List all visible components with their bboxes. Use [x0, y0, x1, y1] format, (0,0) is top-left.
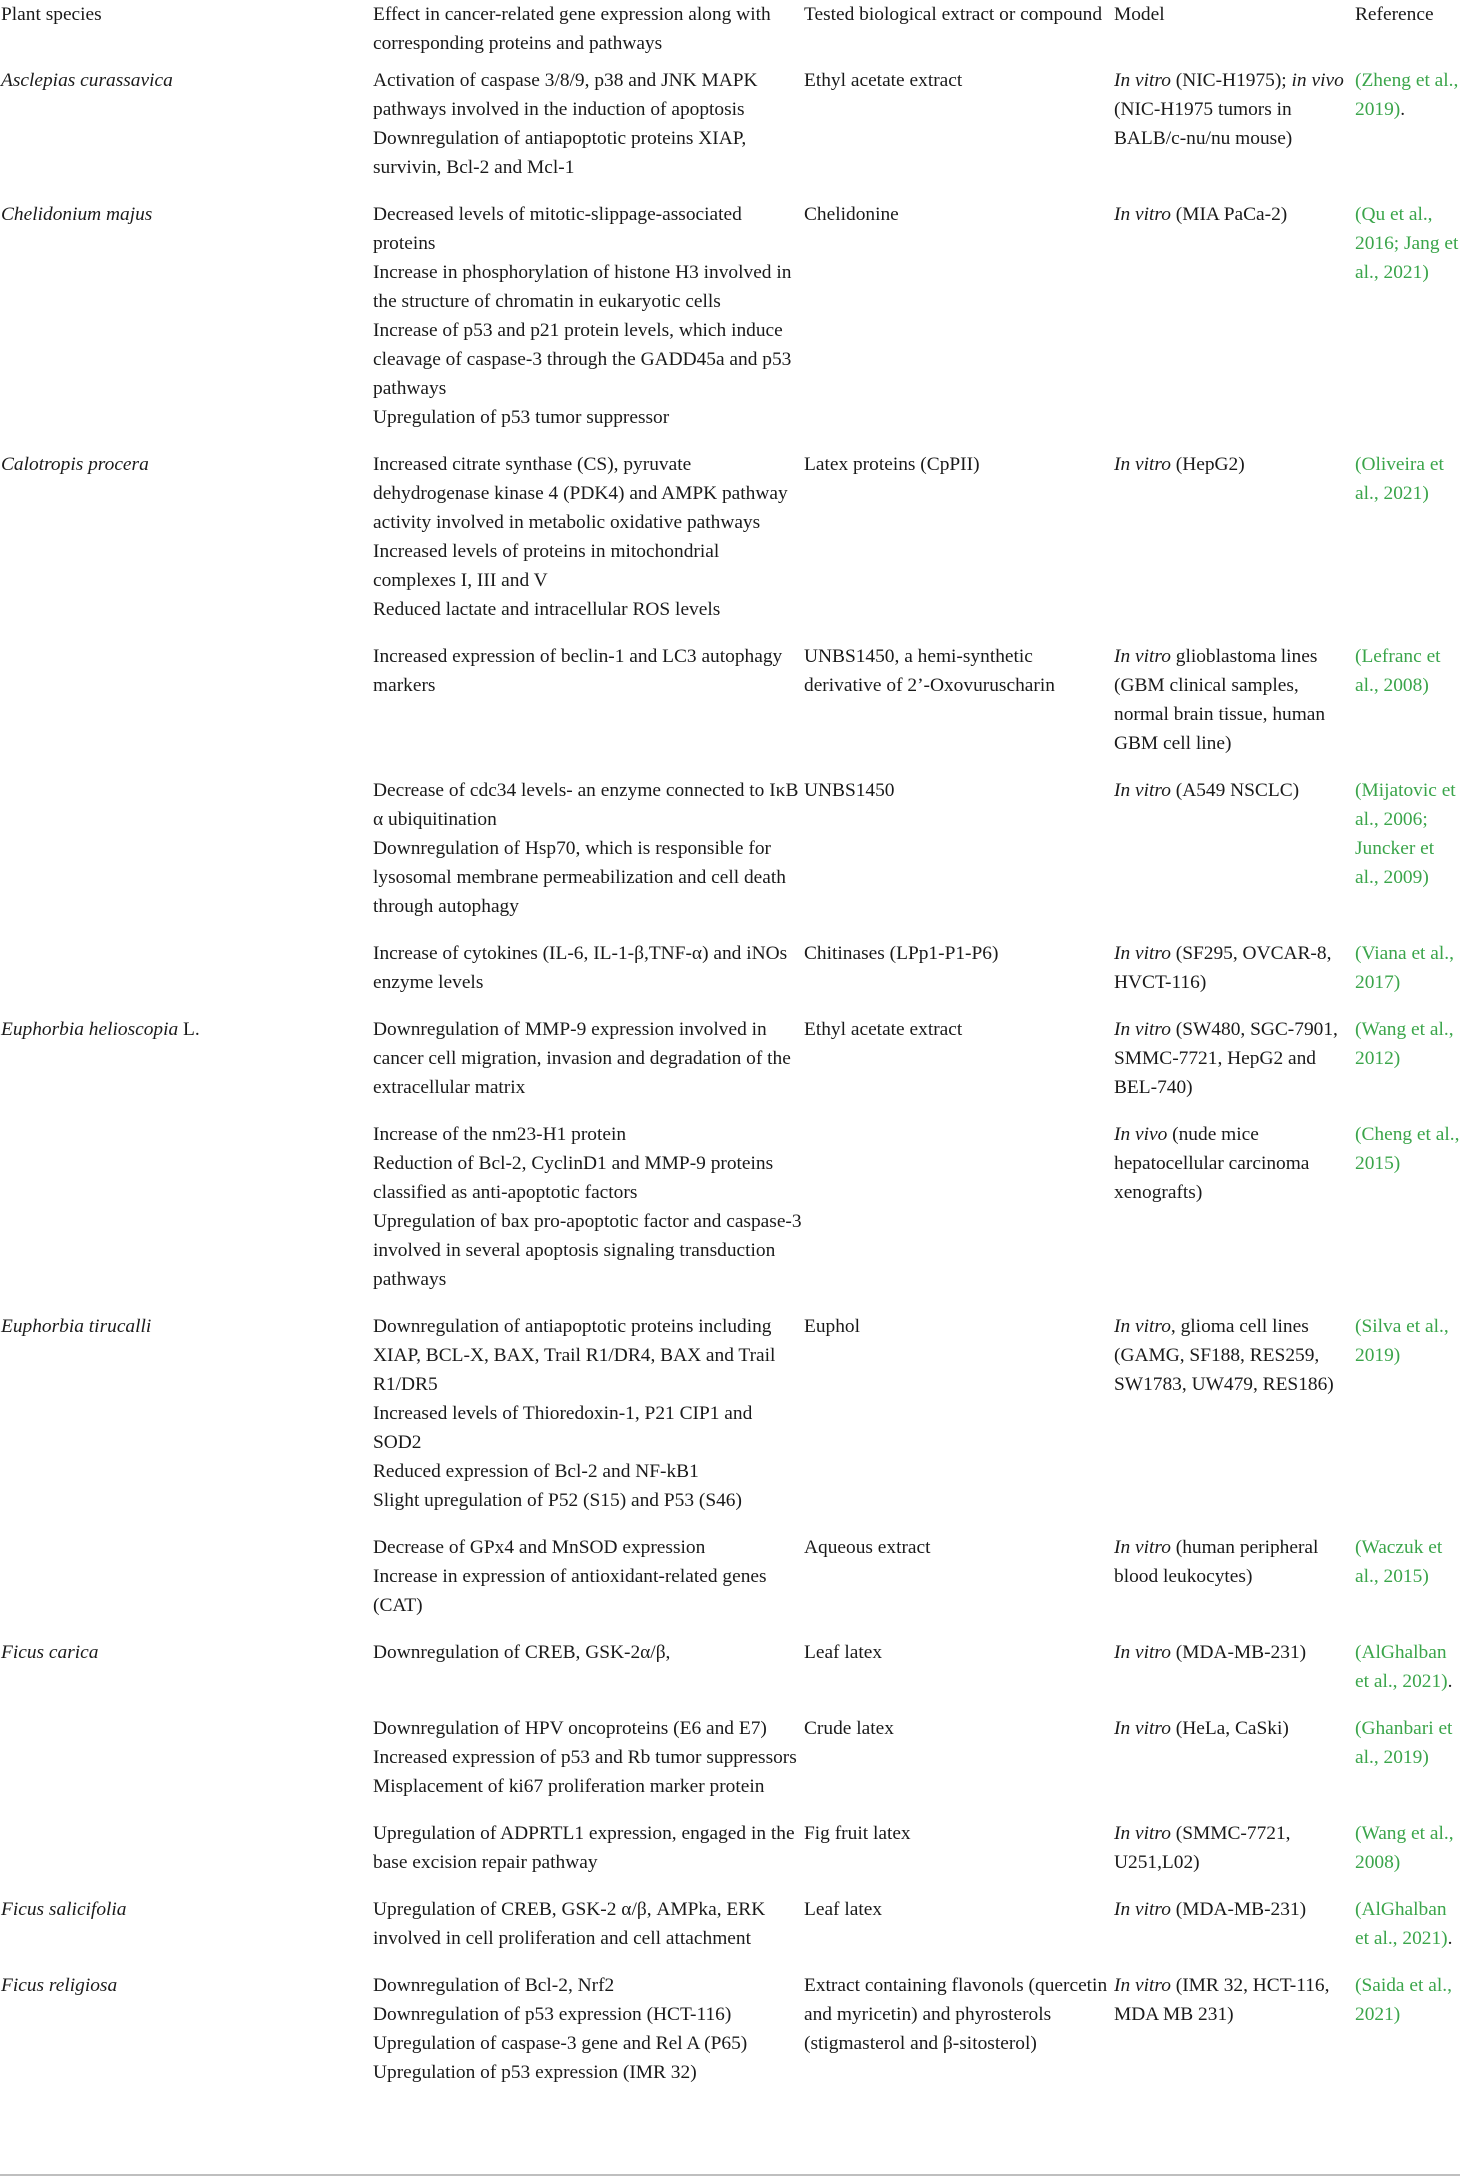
effect-line: Upregulation of p53 expression (IMR 32)	[373, 2062, 697, 2083]
cell-reference	[1355, 1528, 1460, 1633]
model-type-italic: In vitro	[1114, 1537, 1171, 1558]
model-detail: , glioma cell lines (GAMG, SF188, RES259, SW1783, UW479, RES186)	[1114, 1316, 1334, 1395]
effect-line: Upregulation of bax pro-apoptotic factor and caspase-3 involved in several apoptosis signaling transduction pathways	[373, 1211, 802, 1290]
model-detail: (NIC-H1975);	[1170, 70, 1292, 91]
reference-link[interactable]: (Cheng et al., 2015)	[1355, 1124, 1460, 1174]
species-name: Chelidonium majus	[1, 204, 153, 225]
effect-line: Decrease of cdc34 levels- an enzyme connected to IκB α ubiquitination	[373, 780, 799, 830]
cell-model	[1114, 58, 1355, 195]
cell-reference	[1355, 1890, 1460, 1966]
cell-effect	[373, 1307, 804, 1528]
cell-extract: Crude latex	[804, 1718, 894, 1739]
model-type-italic: In vitro	[1114, 780, 1171, 801]
species-name: Ficus carica	[1, 1642, 99, 1663]
species-name: Euphorbia helioscopia	[1, 1019, 179, 1040]
species-name: Ficus salicifolia	[1, 1899, 127, 1920]
cell-effect	[373, 1633, 804, 1709]
cell-model	[1114, 1814, 1355, 1890]
cell-model	[1114, 195, 1355, 445]
cell-reference	[1355, 771, 1460, 934]
cell-plant-species	[0, 1890, 373, 1966]
effect-line: Reduced lactate and intracellular ROS levels	[373, 599, 721, 620]
cell-reference	[1355, 195, 1460, 445]
cell-plant-species	[0, 934, 373, 1010]
reference-trailing-punctuation: .	[1447, 1928, 1453, 1949]
cell-effect	[373, 1890, 804, 1966]
species-name: Asclepias curassavica	[1, 70, 173, 91]
cell-extract	[804, 1115, 1114, 1307]
model-type-italic: In vitro	[1114, 1316, 1171, 1337]
header-reference: Reference	[1355, 4, 1434, 25]
effect-line: Upregulation of caspase-3 gene and Rel A (P65)	[373, 2033, 748, 2054]
header-extract: Tested biological extract or compound	[804, 4, 1103, 25]
cell-effect	[373, 445, 804, 637]
model-detail: (HeLa, CaSki)	[1170, 1718, 1289, 1739]
table-row	[0, 1814, 1460, 1890]
model-type-italic: In vitro	[1114, 1019, 1171, 1040]
table-row	[0, 1709, 1460, 1814]
cell-model	[1114, 1115, 1355, 1307]
reference-link[interactable]: (Silva et al., 2019)	[1355, 1316, 1449, 1366]
model-type-italic: In vitro	[1114, 70, 1171, 91]
cell-effect	[373, 637, 804, 771]
model-detail: (HepG2)	[1170, 454, 1245, 475]
model-type-italic: in vivo	[1291, 70, 1344, 91]
reference-link[interactable]: (Lefranc et al., 2008)	[1355, 646, 1441, 696]
cell-reference	[1355, 1115, 1460, 1307]
cell-plant-species	[0, 1010, 373, 1115]
cell-plant-species	[0, 1528, 373, 1633]
model-detail: (SW480, SGC-7901, SMMC-7721, HepG2 and BEL-740)	[1114, 1019, 1338, 1098]
cell-extract: Latex proteins (CpPII)	[804, 454, 980, 475]
cell-effect	[373, 195, 804, 445]
cell-reference	[1355, 1814, 1460, 1890]
reference-link[interactable]: (Mijatovic et al., 2006; Juncker et al., 2009)	[1355, 780, 1456, 888]
reference-link[interactable]: (Oliveira et al., 2021)	[1355, 454, 1444, 504]
effect-line: Increase of p53 and p21 protein levels, which induce cleavage of caspase-3 through the GADD45a and p53 pathways	[373, 320, 792, 399]
cell-extract: Leaf latex	[804, 1642, 883, 1663]
cell-plant-species	[0, 445, 373, 637]
species-name: Calotropis procera	[1, 454, 149, 475]
cell-reference	[1355, 934, 1460, 1010]
cell-model	[1114, 1709, 1355, 1814]
cell-extract: Ethyl acetate extract	[804, 1019, 963, 1040]
species-name: Ficus religiosa	[1, 1975, 118, 1996]
cell-plant-species	[0, 771, 373, 934]
cell-model	[1114, 934, 1355, 1010]
table-row	[0, 1010, 1460, 1115]
cell-reference	[1355, 1709, 1460, 1814]
table-header	[0, 0, 1460, 58]
effect-line: Increase of cytokines (IL-6, IL-1-β,TNF-α) and iNOs enzyme levels	[373, 943, 788, 993]
effect-line: Increase of the nm23-H1 protein	[373, 1124, 627, 1145]
model-type-italic: In vitro	[1114, 1718, 1171, 1739]
header-model: Model	[1114, 4, 1165, 25]
model-type-italic: In vitro	[1114, 1642, 1171, 1663]
model-detail: (IMR 32, HCT-116, MDA MB 231)	[1114, 1975, 1330, 2025]
cell-model	[1114, 637, 1355, 771]
cell-model	[1114, 1966, 1355, 2100]
model-type-italic: In vivo	[1114, 1124, 1168, 1145]
reference-link[interactable]: (Wang et al., 2012)	[1355, 1019, 1454, 1069]
species-author-suffix: L.	[178, 1019, 200, 1040]
cell-plant-species	[0, 637, 373, 771]
cell-extract: UNBS1450, a hemi-synthetic derivative of 2’-Oxovuruscharin	[804, 646, 1055, 696]
table-bottom-rule	[0, 2174, 1460, 2176]
effect-line: Increase in expression of antioxidant-related genes (CAT)	[373, 1566, 767, 1616]
effect-line: Upregulation of CREB, GSK-2 α/β, AMPka, ERK involved in cell proliferation and cell attachment	[373, 1899, 766, 1949]
effect-line: Downregulation of p53 expression (HCT-116)	[373, 2004, 732, 2025]
effect-line: Increased expression of p53 and Rb tumor suppressors	[373, 1747, 797, 1768]
reference-link[interactable]: (Zheng et al., 2019)	[1355, 70, 1459, 120]
cell-effect	[373, 934, 804, 1010]
model-type-italic: In vitro	[1114, 646, 1171, 667]
reference-link[interactable]: (Viana et al., 2017)	[1355, 943, 1454, 993]
cell-model	[1114, 1307, 1355, 1528]
effect-line: Upregulation of p53 tumor suppressor	[373, 407, 670, 428]
cell-reference	[1355, 1307, 1460, 1528]
header-plant-species: Plant species	[1, 4, 102, 25]
model-detail: (SF295, OVCAR-8, HVCT-116)	[1114, 943, 1332, 993]
effect-line: Downregulation of CREB, GSK-2α/β,	[373, 1642, 671, 1663]
effect-line: Activation of caspase 3/8/9, p38 and JNK MAPK pathways involved in the induction of apoptosis	[373, 70, 758, 120]
cell-extract: Fig fruit latex	[804, 1823, 911, 1844]
cell-effect	[373, 1010, 804, 1115]
cell-extract: Chitinases (LPp1-P1-P6)	[804, 943, 999, 964]
table-row	[0, 637, 1460, 771]
cell-plant-species	[0, 58, 373, 195]
cell-extract: Euphol	[804, 1316, 861, 1337]
model-type-italic: In vitro	[1114, 943, 1171, 964]
cell-effect	[373, 1115, 804, 1307]
effect-line: Increased citrate synthase (CS), pyruvate dehydrogenase kinase 4 (PDK4) and AMPK pathway activity involved in metabolic oxidative pathways	[373, 454, 788, 533]
table-row	[0, 445, 1460, 637]
cell-extract: Chelidonine	[804, 204, 899, 225]
cell-extract: Extract containing flavonols (quercetin and myricetin) and phyrosterols (stigmasterol and β-sitosterol)	[804, 1975, 1108, 2054]
model-detail: (human peripheral blood leukocytes)	[1114, 1537, 1319, 1587]
species-name: Euphorbia tirucalli	[1, 1316, 152, 1337]
cell-model	[1114, 445, 1355, 637]
effect-line: Downregulation of Hsp70, which is responsible for lysosomal membrane permeabilization and cell death through autophagy	[373, 838, 786, 917]
cell-effect	[373, 58, 804, 195]
model-detail: (A549 NSCLC)	[1170, 780, 1300, 801]
effect-line: Decreased levels of mitotic-slippage-associated proteins	[373, 204, 742, 254]
effect-line: Downregulation of Bcl-2, Nrf2	[373, 1975, 615, 1996]
model-detail: (SMMC-7721, U251,L02)	[1114, 1823, 1291, 1873]
effect-line: Slight upregulation of P52 (S15) and P53 (S46)	[373, 1490, 742, 1511]
cell-model	[1114, 1890, 1355, 1966]
effect-line: Reduced expression of Bcl-2 and NF-kB1	[373, 1461, 699, 1482]
model-type-italic: In vitro	[1114, 1823, 1171, 1844]
table-row	[0, 1307, 1460, 1528]
model-type-italic: In vitro	[1114, 454, 1171, 475]
reference-trailing-punctuation: .	[1400, 99, 1406, 120]
cell-extract: UNBS1450	[804, 780, 895, 801]
table-row	[0, 58, 1460, 195]
cell-plant-species	[0, 1307, 373, 1528]
cell-reference	[1355, 58, 1460, 195]
model-detail: glioblastoma lines (GBM clinical samples, normal brain tissue, human GBM cell line)	[1114, 646, 1326, 754]
cell-effect	[373, 771, 804, 934]
cell-reference	[1355, 445, 1460, 637]
cell-reference	[1355, 1010, 1460, 1115]
cell-plant-species	[0, 195, 373, 445]
model-type-italic: In vitro	[1114, 1975, 1171, 1996]
table-row	[0, 1528, 1460, 1633]
table-row	[0, 1966, 1460, 2100]
table-row	[0, 934, 1460, 1010]
cell-plant-species	[0, 1633, 373, 1709]
cell-model	[1114, 771, 1355, 934]
cell-extract: Leaf latex	[804, 1899, 883, 1920]
effect-line: Downregulation of MMP-9 expression involved in cancer cell migration, invasion and degradation of the extracellular matrix	[373, 1019, 791, 1098]
reference-link[interactable]: (Waczuk et al., 2015)	[1355, 1537, 1443, 1587]
cell-plant-species	[0, 1115, 373, 1307]
effect-line: Reduction of Bcl-2, CyclinD1 and MMP-9 proteins classified as anti-apoptotic factors	[373, 1153, 774, 1203]
cell-effect	[373, 1528, 804, 1633]
header-row	[0, 0, 1460, 58]
effect-line: Increased expression of beclin-1 and LC3 autophagy markers	[373, 646, 783, 696]
reference-link[interactable]: (Ghanbari et al., 2019)	[1355, 1718, 1453, 1768]
model-detail: (MDA-MB-231)	[1170, 1642, 1307, 1663]
model-type-italic: In vitro	[1114, 1899, 1171, 1920]
model-type-italic: In vitro	[1114, 204, 1171, 225]
effect-line: Downregulation of antiapoptotic proteins XIAP, survivin, Bcl-2 and Mcl-1	[373, 128, 747, 178]
effect-line: Increased levels of Thioredoxin-1, P21 CIP1 and SOD2	[373, 1403, 753, 1453]
cell-effect	[373, 1709, 804, 1814]
reference-link[interactable]: (AlGhalban et al., 2021)	[1355, 1642, 1448, 1692]
cell-reference	[1355, 637, 1460, 771]
table-row	[0, 1890, 1460, 1966]
reference-link[interactable]: (AlGhalban et al., 2021)	[1355, 1899, 1448, 1949]
cell-plant-species	[0, 1709, 373, 1814]
effect-line: Upregulation of ADPRTL1 expression, engaged in the base excision repair pathway	[373, 1823, 795, 1873]
cell-extract: Aqueous extract	[804, 1537, 931, 1558]
effect-line: Increase in phosphorylation of histone H3 involved in the structure of chromatin in eukaryotic cells	[373, 262, 792, 312]
effect-line: Downregulation of HPV oncoproteins (E6 and E7)	[373, 1718, 767, 1739]
cell-plant-species	[0, 1814, 373, 1890]
model-detail: (MIA PaCa-2)	[1170, 204, 1288, 225]
table-row	[0, 195, 1460, 445]
cell-extract: Ethyl acetate extract	[804, 70, 963, 91]
model-detail: (NIC-H1975 tumors in BALB/c-nu/nu mouse)	[1114, 99, 1293, 149]
table-row	[0, 771, 1460, 934]
cell-plant-species	[0, 1966, 373, 2100]
reference-link[interactable]: (Saida et al., 2021)	[1355, 1975, 1452, 2025]
effect-line: Misplacement of ki67 proliferation marker protein	[373, 1776, 765, 1797]
table-body	[0, 58, 1460, 2100]
table-row	[0, 1633, 1460, 1709]
header-effect: Effect in cancer-related gene expression along with corresponding proteins and pathways	[373, 4, 771, 54]
reference-trailing-punctuation: .	[1447, 1671, 1453, 1692]
model-detail: (nude mice hepatocellular carcinoma xenografts)	[1114, 1124, 1310, 1203]
model-detail: (MDA-MB-231)	[1170, 1899, 1307, 1920]
cell-effect	[373, 1966, 804, 2100]
effect-line: Downregulation of antiapoptotic proteins including XIAP, BCL-X, BAX, Trail R1/DR4, BAX and Trail R1/DR5	[373, 1316, 776, 1395]
cell-model	[1114, 1633, 1355, 1709]
table-row	[0, 1115, 1460, 1307]
cell-model	[1114, 1010, 1355, 1115]
effect-line: Increased levels of proteins in mitochondrial complexes I, III and V	[373, 541, 720, 591]
reference-link[interactable]: (Wang et al., 2008)	[1355, 1823, 1454, 1873]
reference-link[interactable]: (Qu et al., 2016; Jang et al., 2021)	[1355, 204, 1459, 283]
cell-model	[1114, 1528, 1355, 1633]
cell-effect	[373, 1814, 804, 1890]
effect-line: Decrease of GPx4 and MnSOD expression	[373, 1537, 706, 1558]
cell-reference	[1355, 1966, 1460, 2100]
cell-reference	[1355, 1633, 1460, 1709]
